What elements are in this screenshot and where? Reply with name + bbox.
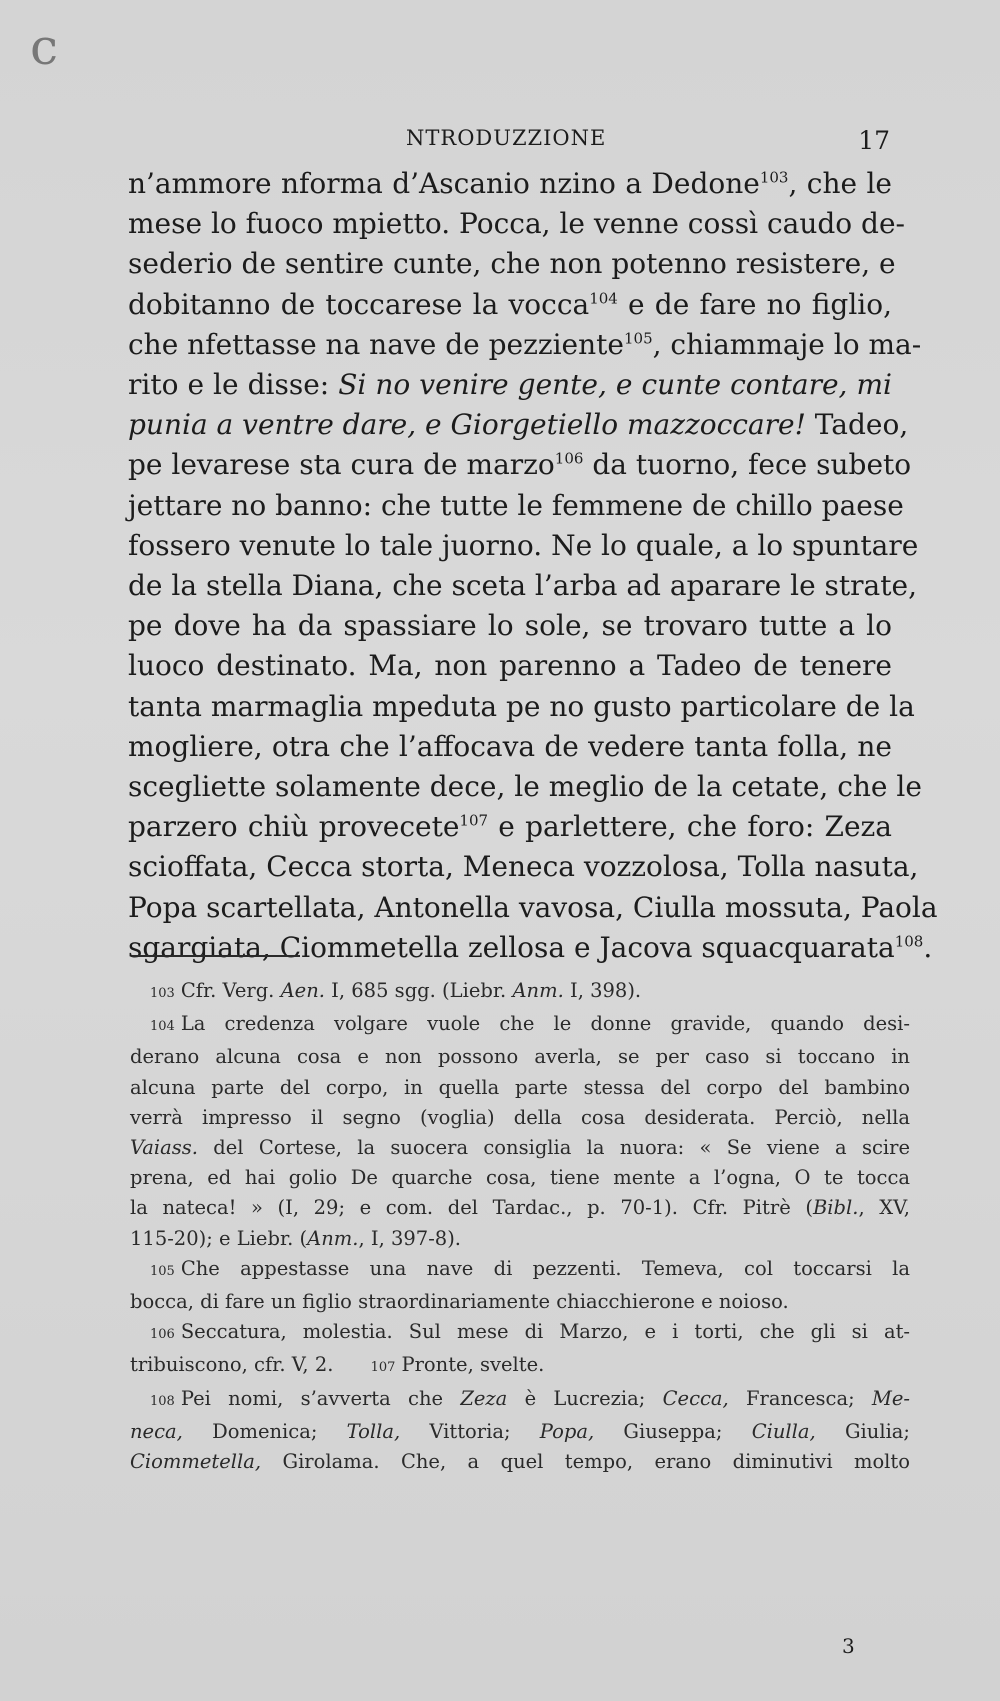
text-line: n’ammore nforma d’Ascanio nzino a Dedone$^{103}$, che le — [128, 167, 892, 200]
footnote-line: Ciommetella, Girolama. Che, a quel tempo, erano diminutivi molto — [130, 1450, 910, 1474]
footnote-line: neca, Domenica; Tolla, Vittoria; Popa, Giuseppa; Ciulla, Giulia; — [130, 1419, 911, 1443]
running-title: NTRODUZZIONE — [406, 126, 607, 150]
footnote-rule — [132, 955, 300, 957]
footnote-line: verrà impresso il segno (voglia) della cosa desiderata. Perciò, nella — [130, 1105, 910, 1129]
text-line: che nfettasse na nave de pezziente$^{105}$, chiammaje lo ma- — [128, 327, 922, 361]
text-line: de la stella Diana, che sceta l’arba ad aparare le strate, — [128, 569, 917, 603]
footnote-line: tribuiscono, cfr. V, 2. 107 Pronte, svelte. — [130, 1353, 545, 1377]
text-line: pe levarese sta cura de marzo$^{106}$ da tuorno, fece subeto — [128, 448, 912, 482]
text-line: jettare no banno: che tutte le femmene de chillo paese — [128, 488, 904, 522]
footnote-105: 105 Che appestasse una nave di pezzenti. Temeva, col toccarsi la — [150, 1256, 910, 1280]
text-line: Popa scartellata, Antonella vavosa, Ciulla mossuta, Paola — [128, 890, 938, 924]
text-line: rito e le disse: Si no venire gente, e cunte contare, mi — [128, 368, 892, 402]
footnote-line: la nateca! » (I, 29; e com. del Tardac., p. 70-1). Cfr. Pitrè (Bibl., XV, — [130, 1196, 910, 1220]
footnote-106: 106 Seccatura, molestia. Sul mese di Marzo, e i torti, che gli si at- — [150, 1320, 910, 1344]
text-line: parzero chiù provecete$^{107}$ e parlettere, che foro: Zeza — [128, 810, 892, 844]
text-line: sgargiata, Ciommetella zellosa e Jacova squacquarata$^{108}$. — [128, 930, 933, 964]
text-line: mese lo fuoco mpietto. Pocca, le venne cossì caudo de- — [128, 207, 905, 241]
signature-mark: 3 — [842, 1634, 855, 1658]
text-line: tanta marmaglia mpeduta pe no gusto particolare de la — [128, 689, 915, 723]
text-line: dobitanno de toccarese la vocca$^{104}$ e de fare no figlio, — [128, 287, 892, 321]
main-text — [128, 164, 938, 968]
text-line: scegliette solamente dece, le meglio de la cetate, che le — [128, 770, 922, 804]
text-line: fossero venute lo tale juorno. Ne lo quale, a lo spuntare — [128, 528, 919, 562]
footnote-line: Vaiass. del Cortese, la suocera consiglia la nuora: « Se viene a scire — [130, 1136, 910, 1160]
text-line: pe dove ha da spassiare lo sole, se trovaro tutte a lo — [128, 609, 892, 643]
text-line: scioffata, Cecca storta, Meneca vozzolosa, Tolla nasuta, — [128, 850, 919, 884]
footnote-103: 103 Cfr. Verg. Aen. I, 685 sgg. (Liebr. Anm. I, 398). — [150, 979, 642, 1002]
footnote-line: 115-20); e Liebr. (Anm., I, 397-8). — [130, 1226, 462, 1250]
text-line: sederio de sentire cunte, che non potenno resistere, e — [128, 247, 896, 281]
running-head — [130, 126, 890, 156]
footnote-line: prena, ed hai golio De quarche cosa, tiene mente a l’ogna, O te tocca — [130, 1166, 910, 1190]
footnote-107: 107 — [370, 1360, 396, 1376]
text-line: punia a ventre dare, e Giorgetiello mazzoccare! Tadeo, — [128, 408, 909, 442]
text-line: luoco destinato. Ma, non parenno a Tadeo de tenere — [128, 649, 892, 683]
text-line: mogliere, otra che l’affocava de vedere tanta folla, ne — [128, 729, 892, 763]
page-number: 17 — [858, 126, 890, 155]
footnote-line: bocca, di fare un figlio straordinariamente chiacchierone e noioso. — [130, 1290, 789, 1314]
footnote-line: alcuna parte del corpo, in quella parte stessa del corpo del bambino — [130, 1075, 910, 1099]
footnote-line: derano alcuna cosa e non possono averla, se per caso si toccano in — [130, 1045, 910, 1069]
footnotes — [130, 976, 910, 1477]
corner-pencil-mark: c — [30, 18, 59, 76]
footnote-104: 104 La credenza volgare vuole che le donne gravide, quando desi- — [150, 1012, 910, 1036]
footnote-108: 108 Pei nomi, s’avverta che Zeza è Lucrezia; Cecca, Francesca; Me- — [150, 1386, 911, 1410]
